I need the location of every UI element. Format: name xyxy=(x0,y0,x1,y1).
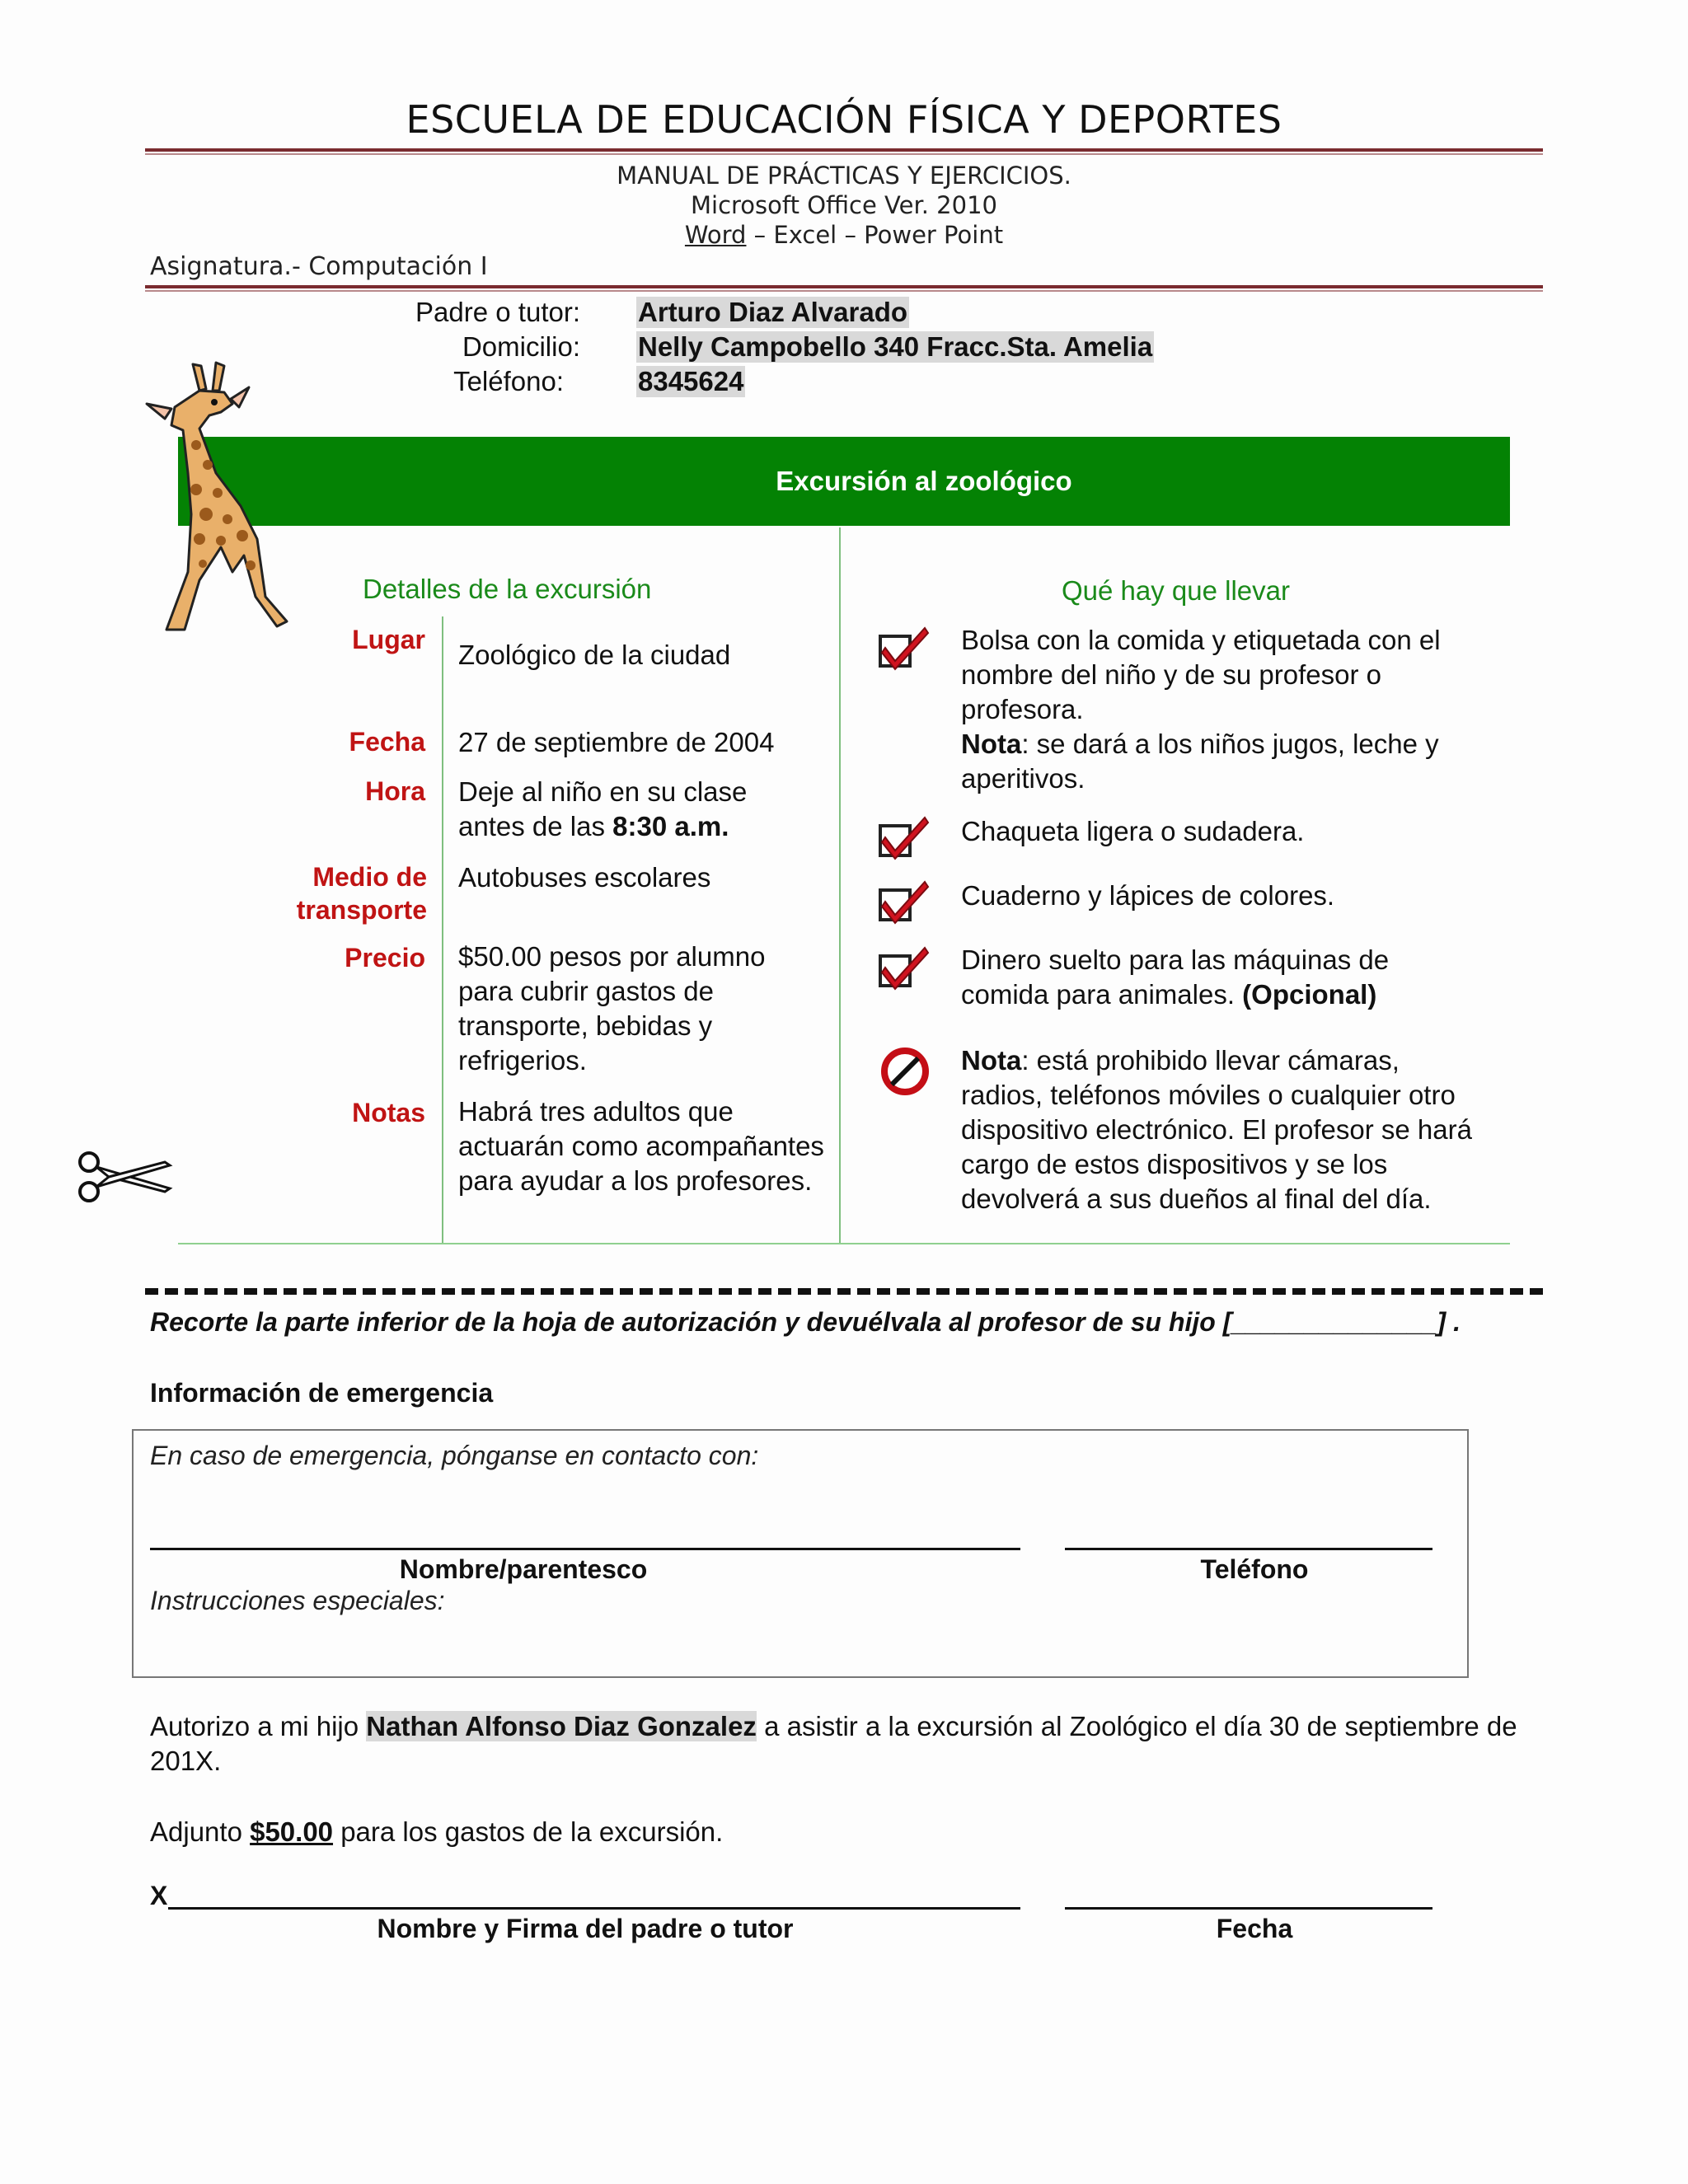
checkmark-box-icon xyxy=(879,814,930,860)
money-text: Dinero suelto para las máquinas de comida para animales. xyxy=(961,944,1390,1010)
value-lugar: Zoológico de la ciudad xyxy=(458,640,731,670)
attach-pre: Adjunto xyxy=(150,1816,251,1847)
bag-text: Bolsa con la comida y etiquetada con el nombre del niño y de su profesor o profesora. xyxy=(961,625,1441,724)
header-rule-bottom-thin xyxy=(145,290,1543,292)
details-divider xyxy=(442,616,443,1244)
value-hora xyxy=(458,775,771,844)
money-optional: (Opcional) xyxy=(1242,979,1377,1010)
signature-line[interactable] xyxy=(168,1907,1020,1910)
bring-item-money xyxy=(961,943,1456,1012)
child-name: Nathan Alfonso Diaz Gonzalez xyxy=(366,1711,757,1741)
giraffe-icon xyxy=(142,349,307,646)
date-line[interactable] xyxy=(1065,1907,1432,1910)
value-transporte: Autobuses escolares xyxy=(458,862,711,893)
label-fecha: Fecha xyxy=(349,727,425,757)
bring-heading: Qué hay que llevar xyxy=(1062,575,1291,606)
label-notas: Notas xyxy=(352,1098,425,1127)
emergency-prompt: En caso de emergencia, pónganse en contacto con: xyxy=(150,1441,759,1470)
label-precio: Precio xyxy=(345,943,425,972)
address-label: Domicilio: xyxy=(462,331,580,362)
checkmark-box-icon xyxy=(879,879,930,925)
bring-item-jacket: Chaqueta ligera o sudadera. xyxy=(961,816,1305,846)
hora-time: 8:30 a.m. xyxy=(612,811,729,841)
cut-dashed-line xyxy=(145,1288,1543,1295)
authorization-text xyxy=(150,1709,1535,1779)
column-divider xyxy=(839,527,841,1244)
value-notas: Habrá tres adultos que actuarán como acompañantes para ayudar a los profesores. xyxy=(458,1096,824,1196)
hora-text: Deje al niño en su clase antes de las xyxy=(458,776,748,841)
app-word: Word xyxy=(684,221,747,249)
checkmark-box-icon xyxy=(879,625,930,671)
date-caption: Fecha xyxy=(1216,1914,1293,1943)
bag-note-label: Nota xyxy=(961,729,1022,759)
address-value: Nelly Campobello 340 Fracc.Sta. Amelia xyxy=(638,331,1153,362)
value-precio: $50.00 pesos por alumno para cubrir gastos de transporte, bebidas y refrigerios. xyxy=(458,941,766,1076)
emergency-name-line[interactable] xyxy=(150,1548,1020,1550)
manual-title: MANUAL DE PRÁCTICAS Y EJERCICIOS. xyxy=(617,162,1071,190)
signature-caption: Nombre y Firma del padre o tutor xyxy=(377,1914,794,1943)
office-apps xyxy=(0,221,1688,249)
details-heading: Detalles de la excursión xyxy=(363,574,652,604)
header-rule-bottom xyxy=(145,285,1543,288)
value-fecha: 27 de septiembre de 2004 xyxy=(458,727,775,757)
header-rule-top xyxy=(145,148,1543,152)
label-transporte: Medio de transporte xyxy=(296,862,427,925)
app-others: – Excel – Power Point xyxy=(746,221,1004,249)
subject: Asignatura.- Computación I xyxy=(150,252,488,281)
label-lugar: Lugar xyxy=(352,625,425,654)
phone-label: Teléfono: xyxy=(453,366,564,396)
page-title: ESCUELA DE EDUCACIÓN FÍSICA Y DEPORTES xyxy=(406,97,1282,142)
bring-item-bag xyxy=(961,623,1472,796)
cut-instruction: Recorte la parte inferior de la hoja de autorización y devuélvala al profesor de su hijo [______________] . xyxy=(150,1307,1461,1337)
emergency-name-caption: Nombre/parentesco xyxy=(399,1554,648,1584)
checkmark-box-icon xyxy=(879,944,930,991)
tutor-label: Padre o tutor: xyxy=(415,297,580,327)
prohibited-note-text: : está prohibido llevar cámaras, radios, teléfonos móviles o cualquier otro dispositivo electrónico. El profesor se hará cargo de estos dispositivos y se los devolverá a sus dueños al final del día. xyxy=(961,1045,1472,1214)
emergency-heading: Información de emergencia xyxy=(150,1378,494,1408)
bag-note-text: : se dará a los niños jugos, leche y aperitivos. xyxy=(961,729,1439,794)
table-bottom-line xyxy=(178,1243,1510,1244)
phone-value: 8345624 xyxy=(638,366,744,396)
header-rule-top-thin xyxy=(145,153,1543,155)
signature-x: X xyxy=(150,1881,168,1910)
banner-title: Excursión al zoológico xyxy=(776,466,1072,496)
auth-post: a asistir a la excursión al Zoológico el día 30 de septiembre de 201X. xyxy=(150,1711,1517,1776)
emergency-phone-line[interactable] xyxy=(1065,1548,1432,1550)
emergency-phone-caption: Teléfono xyxy=(1200,1554,1309,1584)
tutor-value: Arturo Diaz Alvarado xyxy=(638,297,908,327)
prohibited-note-label: Nota xyxy=(961,1045,1022,1076)
bring-item-prohibited xyxy=(961,1043,1472,1216)
prohibited-icon xyxy=(880,1047,930,1096)
attach-amount: $50.00 xyxy=(250,1816,334,1847)
bring-item-notebook: Cuaderno y lápices de colores. xyxy=(961,880,1335,911)
label-hora: Hora xyxy=(365,776,425,806)
attachment-text xyxy=(150,1815,1535,1849)
excursion-banner xyxy=(178,437,1510,526)
office-version: Microsoft Office Ver. 2010 xyxy=(691,191,997,219)
special-instructions: Instrucciones especiales: xyxy=(150,1586,445,1615)
scissors-icon xyxy=(76,1151,173,1203)
auth-pre: Autorizo a mi hijo xyxy=(150,1711,367,1741)
attach-post: para los gastos de la excursión. xyxy=(333,1816,724,1847)
